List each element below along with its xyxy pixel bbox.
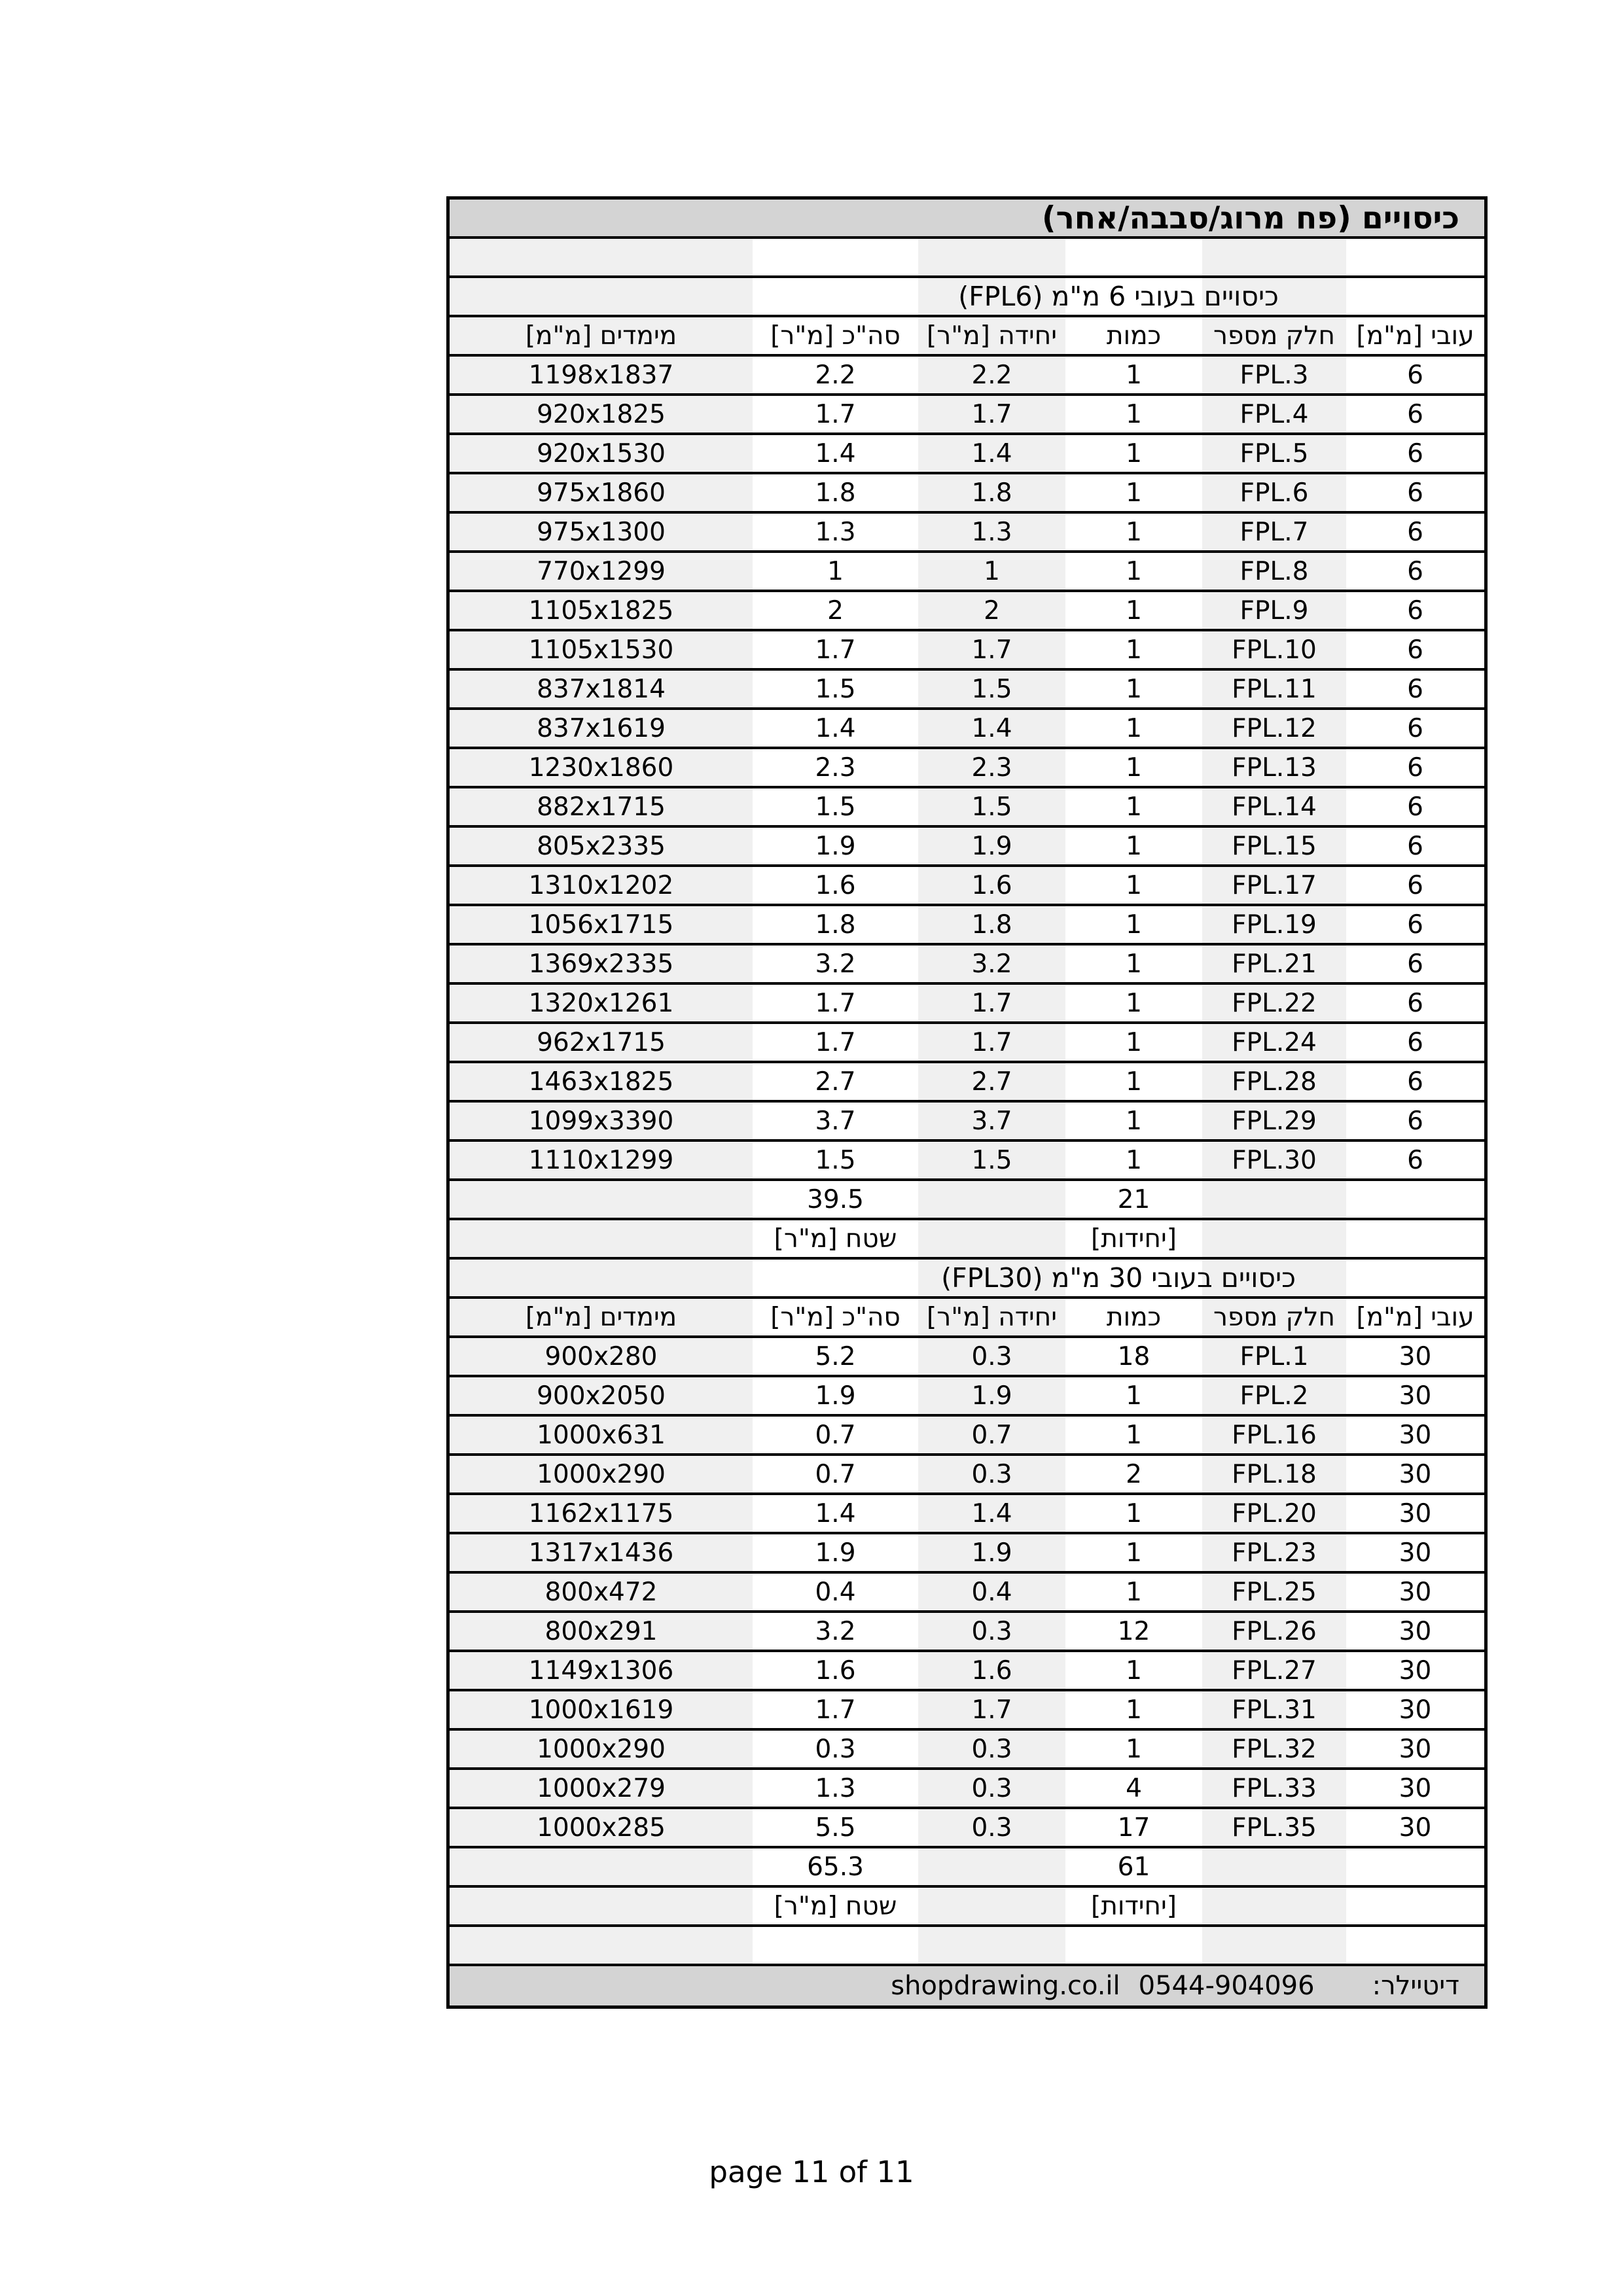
cell-total-sqm: 1.8 <box>815 478 856 508</box>
section-heading-row <box>450 1260 1484 1299</box>
empty-row <box>450 1927 1484 1966</box>
cell-unit-sqm: 1.3 <box>971 517 1012 547</box>
cell-thickness: 6 <box>1407 752 1423 783</box>
summary-labels-row <box>450 1220 1484 1260</box>
cell-dimensions: 837x1619 <box>537 713 666 743</box>
cell-quantity: 1 <box>1126 792 1142 822</box>
cell-thickness: 30 <box>1399 1616 1432 1646</box>
cell-quantity: 17 <box>1117 1812 1150 1843</box>
cell-part-number: FPL.24 <box>1232 1027 1317 1057</box>
data-row <box>450 945 1484 985</box>
cell-dimensions: 1463x1825 <box>528 1067 674 1097</box>
cell-total-sqm: 2.3 <box>815 752 856 783</box>
cell-part-number: FPL.21 <box>1232 949 1317 979</box>
cell-thickness: 30 <box>1399 1577 1432 1607</box>
cell-dimensions: 800x291 <box>544 1616 658 1646</box>
cell-quantity: 1 <box>1126 1538 1142 1568</box>
cell-dimensions: 1000x285 <box>537 1812 666 1843</box>
cell-total-sqm: 1.4 <box>815 1498 856 1528</box>
cell-part-number: FPL.29 <box>1232 1106 1317 1136</box>
cell-quantity: 4 <box>1126 1773 1142 1803</box>
cell-thickness: 6 <box>1407 635 1423 665</box>
cell-part-number: FPL.26 <box>1232 1616 1317 1646</box>
cell-part-number: FPL.3 <box>1240 360 1309 390</box>
cell-unit-sqm: 3.2 <box>971 949 1012 979</box>
cell-thickness: 30 <box>1399 1459 1432 1489</box>
column-header-3: כמות <box>1106 321 1162 351</box>
data-row <box>450 1417 1484 1456</box>
cell-part-number: FPL.15 <box>1232 831 1317 861</box>
cell-thickness: 6 <box>1407 674 1423 704</box>
cell-thickness: 6 <box>1407 438 1423 468</box>
cell-thickness: 6 <box>1407 792 1423 822</box>
cell-part-number: FPL.30 <box>1232 1145 1317 1175</box>
cell-total-sqm: 1.9 <box>815 1538 856 1568</box>
cell-total-sqm: 0.3 <box>815 1734 856 1764</box>
cell-unit-sqm: 1.7 <box>971 635 1012 665</box>
cell-part-number: FPL.31 <box>1232 1695 1317 1725</box>
cell-total-sqm: 0.4 <box>815 1577 856 1607</box>
cell-dimensions: 1000x1619 <box>528 1695 674 1725</box>
cell-dimensions: 1149x1306 <box>528 1655 674 1686</box>
empty-row <box>450 239 1484 278</box>
summary-row <box>450 1181 1484 1220</box>
cell-part-number: FPL.2 <box>1240 1381 1309 1411</box>
cell-quantity: 1 <box>1126 438 1142 468</box>
cell-quantity: 1 <box>1126 752 1142 783</box>
footer-phone: 0544-904096 <box>1138 1971 1315 2001</box>
cell-dimensions: 1110x1299 <box>528 1145 674 1175</box>
cell-total-sqm: 1.7 <box>815 988 856 1018</box>
cell-dimensions: 770x1299 <box>537 556 666 586</box>
data-row <box>450 906 1484 945</box>
cell-unit-sqm: 2 <box>984 595 1000 626</box>
summary-total-sqm: 65.3 <box>807 1852 864 1882</box>
cell-total-sqm: 1.6 <box>815 870 856 900</box>
cell-total-sqm: 1.9 <box>815 831 856 861</box>
data-row <box>450 435 1484 474</box>
cell-unit-sqm: 0.3 <box>971 1773 1012 1803</box>
cell-quantity: 1 <box>1126 1498 1142 1528</box>
cell-unit-sqm: 1.6 <box>971 870 1012 900</box>
cell-unit-sqm: 2.2 <box>971 360 1012 390</box>
data-row <box>450 867 1484 906</box>
data-row <box>450 1142 1484 1181</box>
cell-quantity: 1 <box>1126 1381 1142 1411</box>
cell-dimensions: 1056x1715 <box>528 910 674 940</box>
cell-quantity: 1 <box>1126 1027 1142 1057</box>
data-row <box>450 357 1484 396</box>
cell-total-sqm: 1.9 <box>815 1381 856 1411</box>
cell-part-number: FPL.27 <box>1232 1655 1317 1686</box>
cell-dimensions: 1162x1175 <box>528 1498 674 1528</box>
cell-unit-sqm: 1.4 <box>971 438 1012 468</box>
cell-thickness: 6 <box>1407 1027 1423 1057</box>
cell-unit-sqm: 1.9 <box>971 831 1012 861</box>
cell-part-number: FPL.1 <box>1240 1341 1309 1371</box>
data-row <box>450 1024 1484 1063</box>
cell-part-number: FPL.33 <box>1232 1773 1317 1803</box>
cell-quantity: 1 <box>1126 360 1142 390</box>
cell-quantity: 1 <box>1126 831 1142 861</box>
data-row <box>450 1103 1484 1142</box>
cell-total-sqm: 1.7 <box>815 635 856 665</box>
data-row <box>450 474 1484 514</box>
cell-total-sqm: 1.6 <box>815 1655 856 1686</box>
footer-contact <box>891 1973 1314 1999</box>
cell-quantity: 18 <box>1117 1341 1150 1371</box>
cell-thickness: 30 <box>1399 1773 1432 1803</box>
data-row <box>450 396 1484 435</box>
section-heading: כיסויים בעובי 6 מ"מ (FPL6) <box>958 280 1279 312</box>
cell-thickness: 6 <box>1407 910 1423 940</box>
cell-quantity: 1 <box>1126 1106 1142 1136</box>
cell-thickness: 30 <box>1399 1498 1432 1528</box>
summary-units-label: [יחידות] <box>1091 1891 1177 1921</box>
cell-dimensions: 837x1814 <box>537 674 666 704</box>
data-row <box>450 592 1484 631</box>
summary-area-label: שטח [מ"ר] <box>774 1224 897 1254</box>
cell-part-number: FPL.35 <box>1232 1812 1317 1843</box>
cell-quantity: 1 <box>1126 988 1142 1018</box>
cell-part-number: FPL.25 <box>1232 1577 1317 1607</box>
cell-quantity: 1 <box>1126 674 1142 704</box>
cell-dimensions: 1198x1837 <box>528 360 674 390</box>
cell-unit-sqm: 1.5 <box>971 1145 1012 1175</box>
cell-unit-sqm: 0.3 <box>971 1459 1012 1489</box>
cell-thickness: 30 <box>1399 1538 1432 1568</box>
summary-total-sqm: 39.5 <box>807 1184 864 1214</box>
cell-thickness: 30 <box>1399 1695 1432 1725</box>
cell-thickness: 6 <box>1407 1067 1423 1097</box>
cell-quantity: 1 <box>1126 949 1142 979</box>
cell-unit-sqm: 1.6 <box>971 1655 1012 1686</box>
cell-total-sqm: 1.5 <box>815 674 856 704</box>
cell-total-sqm: 0.7 <box>815 1459 856 1489</box>
column-header-1: סה"כ [מ"ר] <box>770 321 901 351</box>
cell-part-number: FPL.12 <box>1232 713 1317 743</box>
cell-thickness: 6 <box>1407 870 1423 900</box>
cell-unit-sqm: 1.5 <box>971 674 1012 704</box>
cell-part-number: FPL.23 <box>1232 1538 1317 1568</box>
cell-dimensions: 1230x1860 <box>528 752 674 783</box>
cell-dimensions: 920x1825 <box>537 399 666 429</box>
cell-thickness: 6 <box>1407 399 1423 429</box>
cell-thickness: 6 <box>1407 556 1423 586</box>
table-footer-row <box>450 1966 1484 2005</box>
cell-unit-sqm: 0.3 <box>971 1616 1012 1646</box>
summary-units: 61 <box>1117 1852 1150 1882</box>
data-row <box>450 553 1484 592</box>
cell-thickness: 6 <box>1407 478 1423 508</box>
cell-dimensions: 975x1300 <box>537 517 666 547</box>
footer-detailer-label: דיטיילר: <box>1372 1971 1459 2001</box>
cell-total-sqm: 1 <box>827 556 844 586</box>
data-row <box>450 1652 1484 1691</box>
cell-unit-sqm: 2.3 <box>971 752 1012 783</box>
data-row <box>450 1731 1484 1770</box>
cell-part-number: FPL.22 <box>1232 988 1317 1018</box>
cell-total-sqm: 2 <box>827 595 844 626</box>
section-heading: כיסויים בעובי 30 מ"מ (FPL30) <box>941 1262 1296 1294</box>
cell-dimensions: 975x1860 <box>537 478 666 508</box>
cell-part-number: FPL.7 <box>1240 517 1309 547</box>
cell-thickness: 6 <box>1407 517 1423 547</box>
cell-unit-sqm: 1.7 <box>971 988 1012 1018</box>
cell-total-sqm: 3.2 <box>815 949 856 979</box>
cell-quantity: 2 <box>1126 1459 1142 1489</box>
cell-thickness: 30 <box>1399 1655 1432 1686</box>
table-title: כיסויים (פח מרוג/סבבה/אחר) <box>1042 200 1459 236</box>
cell-dimensions: 1000x279 <box>537 1773 666 1803</box>
cell-unit-sqm: 0.3 <box>971 1734 1012 1764</box>
cell-quantity: 1 <box>1126 1420 1142 1450</box>
cell-dimensions: 900x2050 <box>537 1381 666 1411</box>
data-row <box>450 1770 1484 1809</box>
cell-quantity: 1 <box>1126 478 1142 508</box>
cell-total-sqm: 3.2 <box>815 1616 856 1646</box>
cell-dimensions: 805x2335 <box>537 831 666 861</box>
cell-dimensions: 1099x3390 <box>528 1106 674 1136</box>
cell-unit-sqm: 1 <box>984 556 1000 586</box>
cell-total-sqm: 5.2 <box>815 1341 856 1371</box>
data-row <box>450 1377 1484 1417</box>
summary-area-label: שטח [מ"ר] <box>774 1891 897 1921</box>
cell-dimensions: 1105x1530 <box>528 635 674 665</box>
cell-dimensions: 1320x1261 <box>528 988 674 1018</box>
footer-website: shopdrawing.co.il <box>891 1971 1120 2001</box>
data-row <box>450 671 1484 710</box>
cell-total-sqm: 0.7 <box>815 1420 856 1450</box>
column-header-0: מימדים [מ"מ] <box>525 321 677 351</box>
data-row <box>450 631 1484 671</box>
cell-part-number: FPL.13 <box>1232 752 1317 783</box>
cell-total-sqm: 1.3 <box>815 1773 856 1803</box>
cell-unit-sqm: 0.7 <box>971 1420 1012 1450</box>
cell-quantity: 1 <box>1126 635 1142 665</box>
cell-unit-sqm: 1.8 <box>971 910 1012 940</box>
cell-thickness: 6 <box>1407 595 1423 626</box>
cell-unit-sqm: 1.7 <box>971 399 1012 429</box>
cell-thickness: 6 <box>1407 988 1423 1018</box>
column-header-4: חלק מספר <box>1213 1302 1335 1332</box>
cell-part-number: FPL.18 <box>1232 1459 1317 1489</box>
cell-quantity: 1 <box>1126 556 1142 586</box>
data-row <box>450 1534 1484 1574</box>
cell-part-number: FPL.32 <box>1232 1734 1317 1764</box>
cell-total-sqm: 1.8 <box>815 910 856 940</box>
data-row <box>450 1495 1484 1534</box>
page-number: page 11 of 11 <box>709 2155 914 2189</box>
cell-dimensions: 1105x1825 <box>528 595 674 626</box>
column-header-5: עובי [מ"מ] <box>1356 1302 1474 1332</box>
cell-dimensions: 800x472 <box>544 1577 658 1607</box>
cell-unit-sqm: 3.7 <box>971 1106 1012 1136</box>
cell-total-sqm: 1.7 <box>815 1695 856 1725</box>
cell-dimensions: 962x1715 <box>537 1027 666 1057</box>
column-header-2: יחידה [מ"ר] <box>927 1302 1057 1332</box>
data-row <box>450 749 1484 788</box>
cell-dimensions: 1317x1436 <box>528 1538 674 1568</box>
cell-total-sqm: 1.4 <box>815 438 856 468</box>
data-row <box>450 1691 1484 1731</box>
cell-dimensions: 900x280 <box>544 1341 658 1371</box>
cell-dimensions: 1000x290 <box>537 1734 666 1764</box>
data-row <box>450 1063 1484 1103</box>
cell-dimensions: 920x1530 <box>537 438 666 468</box>
cell-thickness: 6 <box>1407 1106 1423 1136</box>
cell-quantity: 1 <box>1126 910 1142 940</box>
cell-quantity: 1 <box>1126 870 1142 900</box>
cell-quantity: 1 <box>1126 595 1142 626</box>
cell-thickness: 30 <box>1399 1341 1432 1371</box>
column-header-row <box>450 1299 1484 1338</box>
cell-total-sqm: 1.5 <box>815 792 856 822</box>
data-row <box>450 710 1484 749</box>
cell-part-number: FPL.8 <box>1240 556 1309 586</box>
column-header-row <box>450 317 1484 357</box>
cell-dimensions: 1369x2335 <box>528 949 674 979</box>
cell-part-number: FPL.17 <box>1232 870 1317 900</box>
cell-total-sqm: 1.3 <box>815 517 856 547</box>
cell-thickness: 6 <box>1407 713 1423 743</box>
data-row <box>450 1456 1484 1495</box>
summary-units-label: [יחידות] <box>1091 1224 1177 1254</box>
cell-quantity: 1 <box>1126 1655 1142 1686</box>
cell-unit-sqm: 2.7 <box>971 1067 1012 1097</box>
cell-quantity: 1 <box>1126 1067 1142 1097</box>
cell-dimensions: 1000x290 <box>537 1459 666 1489</box>
data-row <box>450 788 1484 828</box>
cell-part-number: FPL.5 <box>1240 438 1309 468</box>
column-header-0: מימדים [מ"מ] <box>525 1302 677 1332</box>
cell-part-number: FPL.14 <box>1232 792 1317 822</box>
summary-units: 21 <box>1117 1184 1150 1214</box>
cell-quantity: 1 <box>1126 713 1142 743</box>
cell-unit-sqm: 1.4 <box>971 1498 1012 1528</box>
cell-thickness: 30 <box>1399 1420 1432 1450</box>
cell-quantity: 1 <box>1126 1145 1142 1175</box>
cell-quantity: 12 <box>1117 1616 1150 1646</box>
cell-quantity: 1 <box>1126 399 1142 429</box>
cell-thickness: 30 <box>1399 1734 1432 1764</box>
cell-part-number: FPL.9 <box>1240 595 1309 626</box>
cell-part-number: FPL.6 <box>1240 478 1309 508</box>
cell-dimensions: 1000x631 <box>537 1420 666 1450</box>
summary-labels-row <box>450 1888 1484 1927</box>
cell-unit-sqm: 0.4 <box>971 1577 1012 1607</box>
column-header-2: יחידה [מ"ר] <box>927 321 1057 351</box>
cell-total-sqm: 1.7 <box>815 399 856 429</box>
cell-total-sqm: 1.4 <box>815 713 856 743</box>
data-row <box>450 985 1484 1024</box>
cell-thickness: 6 <box>1407 949 1423 979</box>
column-header-4: חלק מספר <box>1213 321 1335 351</box>
cell-thickness: 6 <box>1407 1145 1423 1175</box>
cell-thickness: 30 <box>1399 1812 1432 1843</box>
cell-dimensions: 1310x1202 <box>528 870 674 900</box>
cell-thickness: 6 <box>1407 831 1423 861</box>
data-row <box>450 1809 1484 1848</box>
cell-quantity: 1 <box>1126 517 1142 547</box>
cell-total-sqm: 3.7 <box>815 1106 856 1136</box>
section-heading-row <box>450 278 1484 317</box>
cell-part-number: FPL.11 <box>1232 674 1317 704</box>
table-sections <box>450 278 1484 1927</box>
cell-part-number: FPL.19 <box>1232 910 1317 940</box>
cell-total-sqm: 1.5 <box>815 1145 856 1175</box>
cell-quantity: 1 <box>1126 1577 1142 1607</box>
cell-unit-sqm: 1.9 <box>971 1381 1012 1411</box>
coverings-table <box>446 196 1488 2009</box>
cell-thickness: 6 <box>1407 360 1423 390</box>
cell-quantity: 1 <box>1126 1734 1142 1764</box>
cell-unit-sqm: 0.3 <box>971 1341 1012 1371</box>
data-row <box>450 828 1484 867</box>
cell-unit-sqm: 1.5 <box>971 792 1012 822</box>
data-row <box>450 1338 1484 1377</box>
cell-quantity: 1 <box>1126 1695 1142 1725</box>
cell-total-sqm: 2.2 <box>815 360 856 390</box>
cell-unit-sqm: 1.9 <box>971 1538 1012 1568</box>
cell-total-sqm: 1.7 <box>815 1027 856 1057</box>
cell-part-number: FPL.4 <box>1240 399 1309 429</box>
cell-dimensions: 882x1715 <box>537 792 666 822</box>
cell-unit-sqm: 0.3 <box>971 1812 1012 1843</box>
data-row <box>450 1574 1484 1613</box>
cell-total-sqm: 5.5 <box>815 1812 856 1843</box>
data-row <box>450 514 1484 553</box>
cell-part-number: FPL.10 <box>1232 635 1317 665</box>
summary-row <box>450 1848 1484 1888</box>
cell-unit-sqm: 1.8 <box>971 478 1012 508</box>
column-header-3: כמות <box>1106 1302 1162 1332</box>
cell-unit-sqm: 1.4 <box>971 713 1012 743</box>
cell-part-number: FPL.28 <box>1232 1067 1317 1097</box>
cell-part-number: FPL.16 <box>1232 1420 1317 1450</box>
table-rows <box>450 200 1484 2005</box>
cell-unit-sqm: 1.7 <box>971 1027 1012 1057</box>
column-header-1: סה"כ [מ"ר] <box>770 1302 901 1332</box>
cell-part-number: FPL.20 <box>1232 1498 1317 1528</box>
cell-unit-sqm: 1.7 <box>971 1695 1012 1725</box>
column-header-5: עובי [מ"מ] <box>1356 321 1474 351</box>
table-title-row <box>450 200 1484 239</box>
cell-total-sqm: 2.7 <box>815 1067 856 1097</box>
cell-thickness: 30 <box>1399 1381 1432 1411</box>
data-row <box>450 1613 1484 1652</box>
